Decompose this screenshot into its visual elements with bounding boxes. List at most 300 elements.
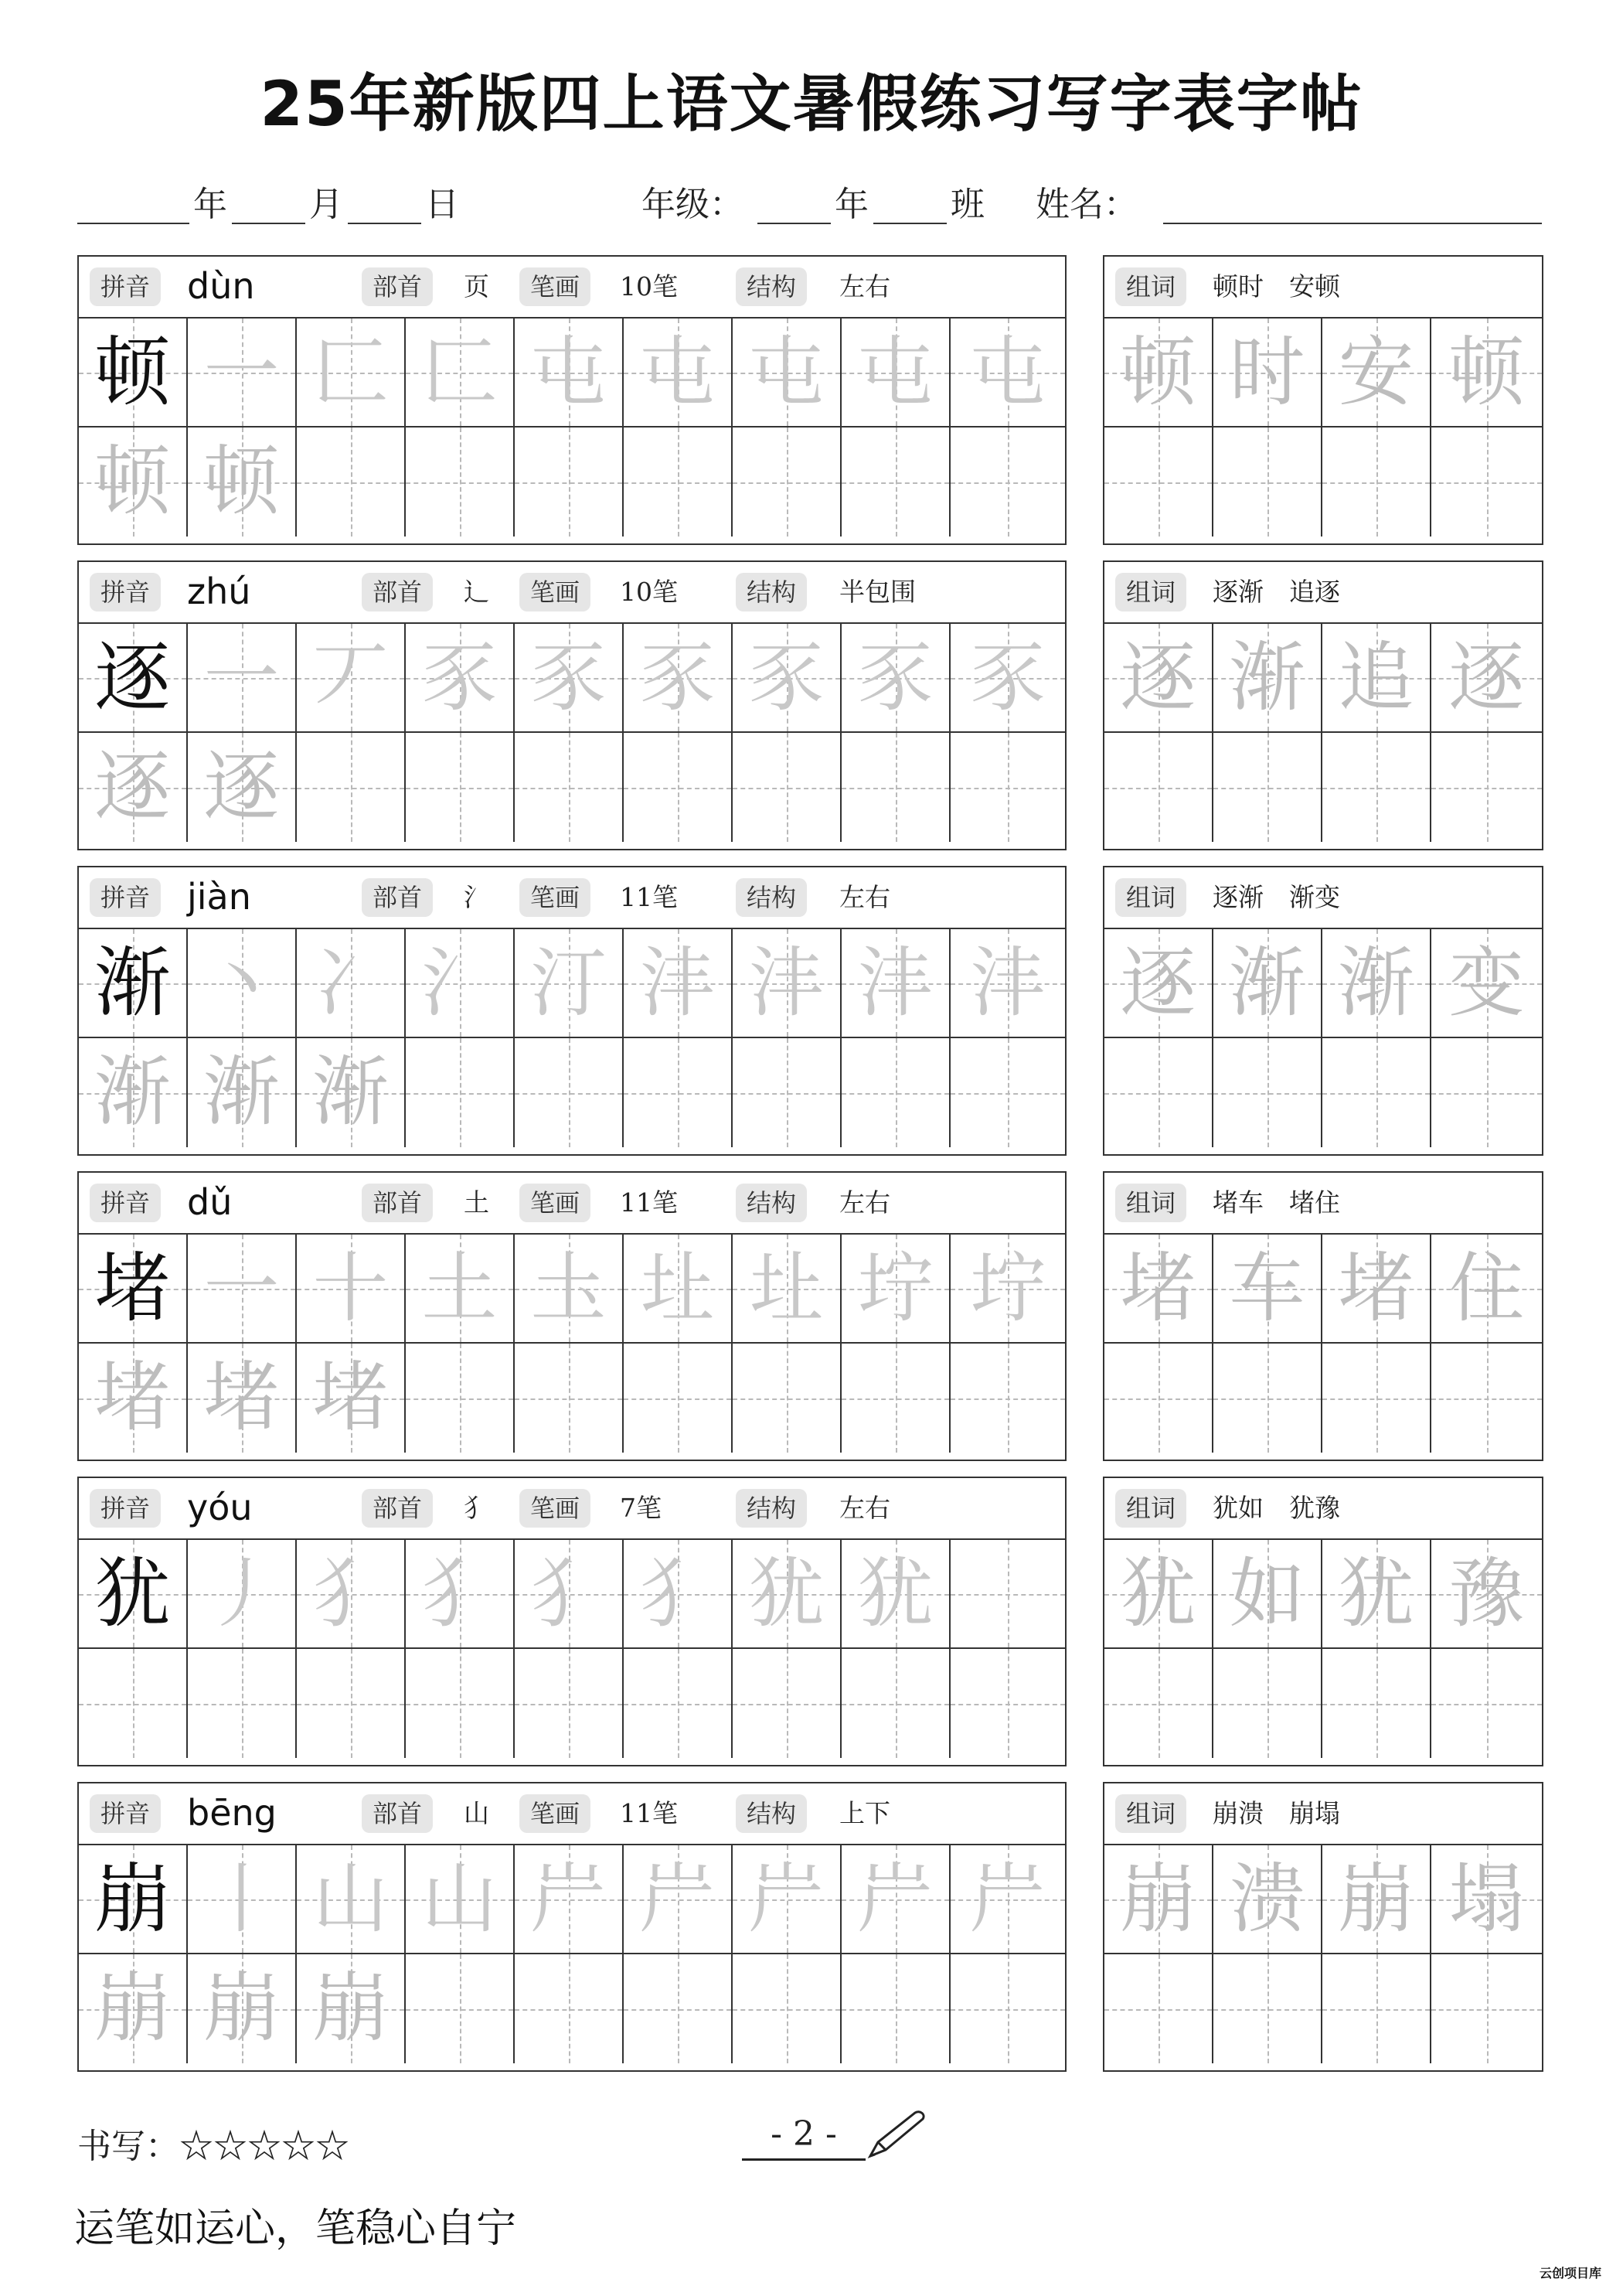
- word-cell[interactable]: [1104, 1540, 1213, 1649]
- word-header: [1104, 257, 1542, 319]
- writing-cell[interactable]: [79, 1649, 188, 1758]
- word-cell[interactable]: [1431, 428, 1542, 537]
- radical-tag: 部首: [362, 1489, 433, 1528]
- writing-cell[interactable]: [515, 1038, 624, 1147]
- char-info-header: [79, 1478, 1065, 1540]
- word-cell[interactable]: [1104, 428, 1213, 537]
- strokes-tag: 笔画: [519, 1489, 590, 1528]
- writing-cell[interactable]: [406, 1038, 515, 1147]
- rating: 书写：☆☆☆☆☆: [77, 2127, 349, 2166]
- writing-cell[interactable]: [79, 1235, 188, 1344]
- word-cell[interactable]: [1322, 1845, 1431, 1954]
- stroke-order-step: 匚: [421, 329, 498, 417]
- writing-cell[interactable]: [733, 1845, 842, 1954]
- writing-cell[interactable]: [297, 1344, 406, 1453]
- writing-cell[interactable]: [79, 929, 188, 1038]
- writing-cell[interactable]: [733, 1954, 842, 2063]
- stroke-order-step: 屯: [857, 329, 934, 417]
- stroke-order-step: 匚: [312, 329, 389, 417]
- writing-cell[interactable]: [79, 624, 188, 733]
- writing-cell[interactable]: [624, 1649, 733, 1758]
- writing-cell[interactable]: [842, 1344, 951, 1453]
- stroke-order-step: 屵: [530, 1855, 607, 1943]
- writing-cell[interactable]: [406, 1344, 515, 1453]
- word-cell[interactable]: [1431, 1845, 1542, 1954]
- trace-character: 崩: [312, 1964, 389, 2052]
- word-cell[interactable]: [1213, 1038, 1322, 1147]
- writing-cell[interactable]: [624, 1954, 733, 2063]
- writing-cell[interactable]: [842, 319, 951, 428]
- strokes-tag: 笔画: [519, 1794, 590, 1833]
- char-block: [77, 255, 1067, 545]
- stroke-order-step: 丿: [203, 1550, 280, 1638]
- writing-cell[interactable]: [406, 929, 515, 1038]
- writing-cell[interactable]: [624, 1038, 733, 1147]
- pinyin-tag: 拼音: [90, 1184, 161, 1222]
- writing-cell[interactable]: [842, 929, 951, 1038]
- word-cell[interactable]: [1431, 1540, 1542, 1649]
- word-cell[interactable]: [1322, 319, 1431, 428]
- pinyin-value: zhú: [187, 571, 251, 612]
- writing-cell[interactable]: [951, 624, 1065, 733]
- year-blank[interactable]: [77, 223, 189, 224]
- word-cell[interactable]: [1213, 428, 1322, 537]
- stroke-order-step: 坾: [969, 1245, 1046, 1333]
- stroke-order-step: 犭: [312, 1550, 389, 1638]
- motto: 运笔如运心，笔稳心自宁: [74, 2206, 517, 2252]
- writing-cell[interactable]: [406, 1954, 515, 2063]
- stroke-order-step: 丨: [203, 1855, 280, 1943]
- pinyin-value: dǔ: [187, 1181, 233, 1223]
- writing-cell[interactable]: [951, 1235, 1065, 1344]
- char-block: [77, 1782, 1067, 2072]
- grade-year-blank[interactable]: [757, 223, 831, 224]
- writing-cell[interactable]: [406, 1649, 515, 1758]
- writing-cell[interactable]: [79, 1845, 188, 1954]
- word-cell[interactable]: [1213, 1540, 1322, 1649]
- word-cell[interactable]: [1104, 1344, 1213, 1453]
- stroke-order-step: 豕: [530, 634, 607, 722]
- strokes-tag: 笔画: [519, 1184, 590, 1222]
- word-trace-character: 渐: [1229, 634, 1305, 722]
- name-blank[interactable]: [1163, 223, 1542, 224]
- writing-cell[interactable]: [515, 624, 624, 733]
- writing-cell[interactable]: [624, 1344, 733, 1453]
- writing-cell[interactable]: [297, 1038, 406, 1147]
- word-trace-character: 崩: [1338, 1855, 1414, 1943]
- word-cell[interactable]: [1322, 1649, 1431, 1758]
- word-trace-character: 犹: [1120, 1550, 1196, 1638]
- writing-cell[interactable]: [188, 733, 297, 842]
- writing-cell[interactable]: [297, 319, 406, 428]
- grade-year-label: 年: [835, 185, 869, 224]
- writing-cell[interactable]: [406, 1845, 515, 1954]
- stroke-order-step: 豕: [857, 634, 934, 722]
- pinyin-tag: 拼音: [90, 878, 161, 917]
- words-value: 堵车 堵住: [1213, 1187, 1340, 1218]
- writing-cell[interactable]: [188, 1649, 297, 1758]
- stroke-order-step: 沣: [639, 939, 716, 1027]
- writing-cell[interactable]: [624, 1540, 733, 1649]
- writing-cell[interactable]: [733, 428, 842, 537]
- structure-value: 左右: [839, 271, 890, 301]
- stroke-order-step: 山: [421, 1855, 498, 1943]
- writing-cell[interactable]: [624, 1845, 733, 1954]
- word-block: [1103, 1782, 1543, 2072]
- word-cell[interactable]: [1322, 1344, 1431, 1453]
- word-cell[interactable]: [1213, 929, 1322, 1038]
- writing-cell[interactable]: [188, 624, 297, 733]
- model-character: 堵: [94, 1245, 171, 1333]
- char-block: [77, 1171, 1067, 1461]
- writing-cell[interactable]: [842, 1649, 951, 1758]
- writing-cell[interactable]: [188, 428, 297, 537]
- word-trace-character: 豫: [1448, 1550, 1525, 1638]
- stroke-order-step: 十: [312, 1245, 389, 1333]
- char-info-header: [79, 1173, 1065, 1235]
- writing-cell[interactable]: [406, 733, 515, 842]
- stroke-order-step: 土: [421, 1245, 498, 1333]
- word-cell[interactable]: [1431, 1344, 1542, 1453]
- name-label: 姓名：: [1036, 185, 1138, 224]
- word-cell[interactable]: [1431, 1649, 1542, 1758]
- words-value: 顿时 安顿: [1213, 271, 1340, 301]
- radical-value: 土: [464, 1187, 489, 1218]
- word-trace-character: 塌: [1448, 1855, 1525, 1943]
- writing-cell[interactable]: [406, 624, 515, 733]
- word-cell[interactable]: [1104, 929, 1213, 1038]
- words-tag: 组词: [1115, 267, 1186, 306]
- structure-tag: 结构: [736, 1489, 807, 1528]
- stroke-order-step: 犭: [421, 1550, 498, 1638]
- structure-value: 左右: [839, 882, 890, 912]
- writing-cell[interactable]: [406, 319, 515, 428]
- structure-value: 左右: [839, 1187, 890, 1218]
- word-cell[interactable]: [1322, 428, 1431, 537]
- word-cell[interactable]: [1322, 1038, 1431, 1147]
- writing-cell[interactable]: [733, 624, 842, 733]
- writing-cell[interactable]: [842, 1845, 951, 1954]
- trace-character: 堵: [94, 1354, 171, 1442]
- trace-character: 逐: [94, 743, 171, 831]
- word-block: [1103, 255, 1543, 545]
- writing-cell[interactable]: [188, 1845, 297, 1954]
- writing-cell[interactable]: [188, 929, 297, 1038]
- writing-cell[interactable]: [297, 1649, 406, 1758]
- pinyin-value: yóu: [187, 1487, 253, 1528]
- writing-cell[interactable]: [733, 1344, 842, 1453]
- writing-cell[interactable]: [733, 1540, 842, 1649]
- model-character: 犹: [94, 1550, 171, 1638]
- writing-cell[interactable]: [842, 1954, 951, 2063]
- writing-cell[interactable]: [842, 1235, 951, 1344]
- word-trace-character: 堵: [1120, 1245, 1196, 1333]
- stroke-order-step: 屯: [969, 329, 1046, 417]
- writing-cell[interactable]: [515, 733, 624, 842]
- stroke-order-step: 犹: [857, 1550, 934, 1638]
- stroke-order-step: 豕: [969, 634, 1046, 722]
- stroke-order-step: 犭: [530, 1550, 607, 1638]
- writing-cell[interactable]: [624, 624, 733, 733]
- class-label: 班: [951, 185, 985, 224]
- writing-cell[interactable]: [951, 929, 1065, 1038]
- char-block: [77, 1477, 1067, 1766]
- writing-cell[interactable]: [842, 733, 951, 842]
- stroke-order-step: 冫: [312, 939, 389, 1027]
- writing-cell[interactable]: [188, 1235, 297, 1344]
- writing-cell[interactable]: [79, 1954, 188, 2063]
- writing-cell[interactable]: [951, 319, 1065, 428]
- stroke-order-step: 屯: [748, 329, 825, 417]
- writing-cell[interactable]: [188, 1344, 297, 1453]
- word-cell[interactable]: [1431, 929, 1542, 1038]
- writing-cell[interactable]: [951, 1038, 1065, 1147]
- writing-cell[interactable]: [297, 428, 406, 537]
- word-cell[interactable]: [1213, 1954, 1322, 2063]
- words-value: 崩溃 崩塌: [1213, 1798, 1340, 1828]
- writing-cell[interactable]: [842, 1540, 951, 1649]
- pinyin-tag: 拼音: [90, 267, 161, 306]
- word-cell[interactable]: [1322, 929, 1431, 1038]
- stroke-order-step: 坾: [857, 1245, 934, 1333]
- word-cell[interactable]: [1104, 624, 1213, 733]
- brand-mark: 云创项目库: [1540, 2266, 1602, 2281]
- radical-value: 页: [464, 271, 489, 301]
- trace-character: 逐: [203, 743, 280, 831]
- stroke-order-step: 山: [312, 1855, 389, 1943]
- strokes-tag: 笔画: [519, 573, 590, 611]
- stroke-order-step: 屯: [530, 329, 607, 417]
- trace-character: 渐: [203, 1048, 280, 1136]
- writing-cell[interactable]: [79, 733, 188, 842]
- writing-cell[interactable]: [951, 428, 1065, 537]
- trace-character: 堵: [312, 1354, 389, 1442]
- stroke-order-step: 犹: [748, 1550, 825, 1638]
- char-info-header: [79, 867, 1065, 929]
- strokes-value: 10笔: [620, 577, 678, 607]
- writing-cell[interactable]: [951, 1954, 1065, 2063]
- char-info-header: [79, 1783, 1065, 1845]
- writing-cell[interactable]: [733, 1235, 842, 1344]
- strokes-value: 10笔: [620, 271, 678, 301]
- writing-cell[interactable]: [842, 1038, 951, 1147]
- char-info-header: [79, 562, 1065, 624]
- writing-cell[interactable]: [733, 1649, 842, 1758]
- word-header: [1104, 1478, 1542, 1540]
- writing-cell[interactable]: [515, 1344, 624, 1453]
- year-label: 年: [193, 185, 227, 224]
- words-value: 逐渐 追逐: [1213, 577, 1340, 607]
- writing-cell[interactable]: [733, 1038, 842, 1147]
- word-cell[interactable]: [1213, 1344, 1322, 1453]
- word-header: [1104, 1783, 1542, 1845]
- word-cell[interactable]: [1213, 733, 1322, 842]
- word-trace-character: 渐: [1338, 939, 1414, 1027]
- trace-character: 崩: [94, 1964, 171, 2052]
- writing-cell[interactable]: [297, 733, 406, 842]
- word-trace-character: 堵: [1338, 1245, 1414, 1333]
- radical-tag: 部首: [362, 1794, 433, 1833]
- stroke-order-step: 沣: [969, 939, 1046, 1027]
- word-header: [1104, 1173, 1542, 1235]
- structure-tag: 结构: [736, 878, 807, 917]
- word-cell[interactable]: [1322, 733, 1431, 842]
- word-trace-character: 追: [1338, 634, 1414, 722]
- day-label: 日: [425, 185, 459, 224]
- writing-cell[interactable]: [297, 1235, 406, 1344]
- writing-cell[interactable]: [624, 733, 733, 842]
- structure-value: 半包围: [839, 577, 916, 607]
- word-cell[interactable]: [1104, 319, 1213, 428]
- word-cell[interactable]: [1104, 733, 1213, 842]
- page-title: 25年新版四上语文暑假练习写字表字帖: [260, 68, 1363, 140]
- stroke-order-step: 豕: [748, 634, 825, 722]
- stroke-order-step: 圡: [530, 1245, 607, 1333]
- strokes-value: 11笔: [620, 1798, 678, 1828]
- word-cell[interactable]: [1322, 1540, 1431, 1649]
- writing-cell[interactable]: [406, 428, 515, 537]
- stroke-order-step: 丶: [203, 939, 280, 1027]
- writing-cell[interactable]: [515, 1540, 624, 1649]
- day-blank[interactable]: [348, 223, 421, 224]
- writing-cell[interactable]: [515, 428, 624, 537]
- writing-cell[interactable]: [951, 1649, 1065, 1758]
- word-cell[interactable]: [1213, 1649, 1322, 1758]
- word-cell[interactable]: [1213, 319, 1322, 428]
- trace-character: 顿: [203, 438, 280, 526]
- writing-cell[interactable]: [188, 1540, 297, 1649]
- radical-value: 山: [464, 1798, 489, 1828]
- month-blank[interactable]: [232, 223, 305, 224]
- word-cell[interactable]: [1431, 1954, 1542, 2063]
- structure-tag: 结构: [736, 267, 807, 306]
- writing-cell[interactable]: [624, 319, 733, 428]
- writing-cell[interactable]: [188, 319, 297, 428]
- writing-cell[interactable]: [951, 733, 1065, 842]
- writing-cell[interactable]: [297, 624, 406, 733]
- word-trace-character: 车: [1229, 1245, 1305, 1333]
- word-cell[interactable]: [1322, 1954, 1431, 2063]
- word-trace-character: 顿: [1448, 329, 1525, 417]
- writing-cell[interactable]: [624, 929, 733, 1038]
- writing-cell[interactable]: [297, 1540, 406, 1649]
- word-cell[interactable]: [1431, 1235, 1542, 1344]
- writing-cell[interactable]: [515, 1649, 624, 1758]
- writing-cell[interactable]: [515, 319, 624, 428]
- class-blank[interactable]: [873, 223, 947, 224]
- word-cell[interactable]: [1213, 1235, 1322, 1344]
- info-line: [77, 178, 1546, 232]
- writing-cell[interactable]: [79, 1038, 188, 1147]
- stroke-order-step: 圵: [748, 1245, 825, 1333]
- writing-cell[interactable]: [733, 319, 842, 428]
- writing-cell[interactable]: [624, 428, 733, 537]
- word-cell[interactable]: [1322, 624, 1431, 733]
- writing-cell[interactable]: [515, 929, 624, 1038]
- writing-cell[interactable]: [188, 1954, 297, 2063]
- writing-cell[interactable]: [406, 1540, 515, 1649]
- writing-cell[interactable]: [406, 1235, 515, 1344]
- trace-character: 顿: [94, 438, 171, 526]
- word-cell[interactable]: [1322, 1235, 1431, 1344]
- word-cell[interactable]: [1431, 733, 1542, 842]
- writing-cell[interactable]: [733, 733, 842, 842]
- pinyin-tag: 拼音: [90, 1489, 161, 1528]
- pen-icon: [864, 2108, 934, 2162]
- strokes-value: 7笔: [620, 1493, 662, 1523]
- writing-cell[interactable]: [297, 1845, 406, 1954]
- writing-cell[interactable]: [79, 428, 188, 537]
- stroke-order-step: 屵: [748, 1855, 825, 1943]
- word-cell[interactable]: [1104, 1845, 1213, 1954]
- word-cell[interactable]: [1104, 1954, 1213, 2063]
- trace-character: 堵: [203, 1354, 280, 1442]
- stroke-order-step: 一: [203, 634, 280, 722]
- writing-cell[interactable]: [188, 1038, 297, 1147]
- word-cell[interactable]: [1104, 1235, 1213, 1344]
- writing-cell[interactable]: [842, 428, 951, 537]
- model-character: 逐: [94, 634, 171, 722]
- writing-cell[interactable]: [951, 1344, 1065, 1453]
- word-block: [1103, 1477, 1543, 1766]
- writing-cell[interactable]: [515, 1954, 624, 2063]
- word-trace-character: 逐: [1120, 634, 1196, 722]
- pinyin-tag: 拼音: [90, 573, 161, 611]
- writing-cell[interactable]: [951, 1540, 1065, 1649]
- writing-cell[interactable]: [79, 1344, 188, 1453]
- radical-tag: 部首: [362, 878, 433, 917]
- model-character: 崩: [94, 1855, 171, 1943]
- word-trace-character: 逐: [1448, 634, 1525, 722]
- stroke-order-step: 沣: [857, 939, 934, 1027]
- writing-cell[interactable]: [79, 319, 188, 428]
- writing-cell[interactable]: [297, 929, 406, 1038]
- word-cell[interactable]: [1104, 1649, 1213, 1758]
- writing-cell[interactable]: [79, 1540, 188, 1649]
- writing-cell[interactable]: [842, 624, 951, 733]
- stroke-order-step: 屵: [857, 1855, 934, 1943]
- word-trace-character: 犹: [1338, 1550, 1414, 1638]
- trace-character: 渐: [94, 1048, 171, 1136]
- writing-cell[interactable]: [297, 1954, 406, 2063]
- word-cell[interactable]: [1213, 624, 1322, 733]
- writing-cell[interactable]: [951, 1845, 1065, 1954]
- stroke-order-step: 屯: [639, 329, 716, 417]
- words-tag: 组词: [1115, 573, 1186, 611]
- stroke-order-step: 豕: [639, 634, 716, 722]
- word-cell[interactable]: [1213, 1845, 1322, 1954]
- word-cell[interactable]: [1431, 1038, 1542, 1147]
- stroke-order-step: 豕: [421, 634, 498, 722]
- structure-tag: 结构: [736, 573, 807, 611]
- writing-cell[interactable]: [515, 1845, 624, 1954]
- word-trace-character: 住: [1448, 1245, 1525, 1333]
- char-block: [77, 560, 1067, 850]
- word-cell[interactable]: [1431, 319, 1542, 428]
- radical-value: 辶: [464, 577, 489, 607]
- word-cell[interactable]: [1431, 624, 1542, 733]
- word-trace-character: 时: [1229, 329, 1305, 417]
- stroke-order-step: 屵: [969, 1855, 1046, 1943]
- word-cell[interactable]: [1104, 1038, 1213, 1147]
- writing-cell[interactable]: [515, 1235, 624, 1344]
- strokes-tag: 笔画: [519, 267, 590, 306]
- word-trace-character: 顿: [1120, 329, 1196, 417]
- grade-label: 年级：: [641, 185, 743, 224]
- writing-cell[interactable]: [624, 1235, 733, 1344]
- pinyin-value: dùn: [187, 265, 255, 307]
- writing-cell[interactable]: [733, 929, 842, 1038]
